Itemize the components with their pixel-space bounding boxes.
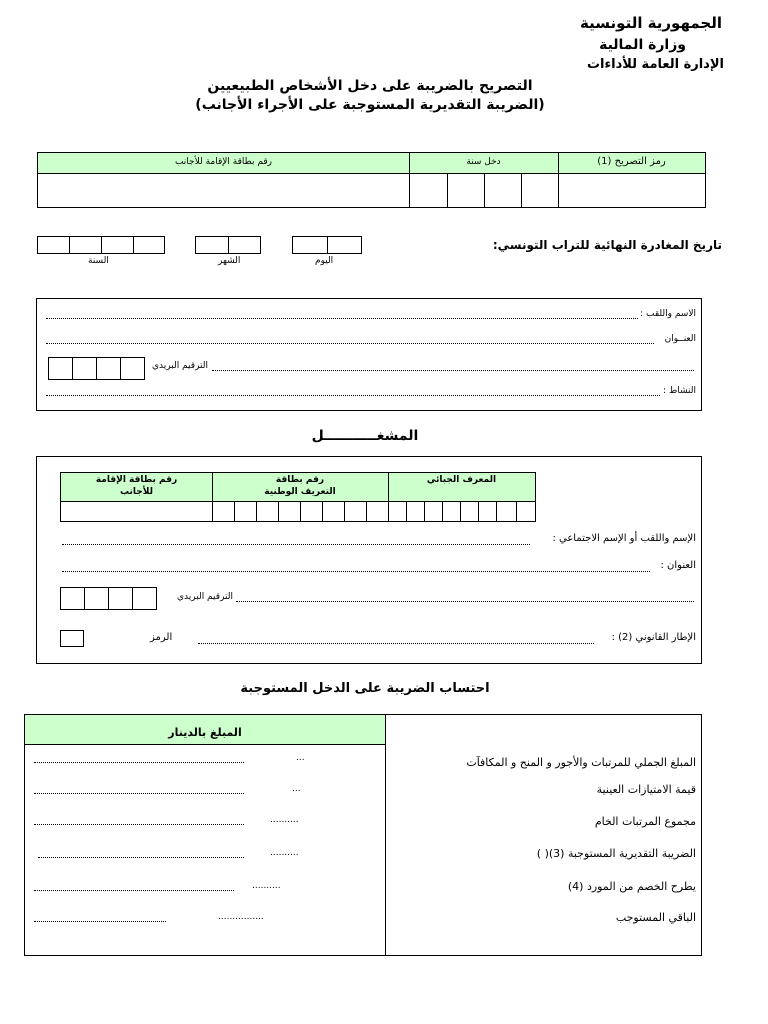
calc-row-amount[interactable] bbox=[34, 762, 244, 763]
form-title: التصريح بالضريبة على دخل الأشخاص الطبيعيين bbox=[207, 78, 533, 94]
tax-id-col: المعرف الجبائي bbox=[426, 475, 497, 485]
employer-id-table bbox=[60, 472, 536, 522]
calc-row-label: الضريبة التقديرية المستوجبة (3)( ) bbox=[536, 847, 696, 860]
calc-row-mark: ... bbox=[296, 753, 305, 763]
year-label: السنة bbox=[88, 256, 109, 266]
calc-row-label: قيمة الامتيازات العينية bbox=[596, 783, 696, 796]
residence-card-col-line1: رقم بطاقة الإقامة bbox=[95, 475, 178, 485]
calc-row-amount[interactable] bbox=[34, 824, 244, 825]
taxpayer-postal-dots[interactable] bbox=[212, 370, 694, 371]
income-year-header: دخل سنة bbox=[466, 157, 501, 167]
employer-national-id-input[interactable] bbox=[213, 502, 387, 521]
employer-postal-label: الترقيم البريدي bbox=[177, 592, 233, 602]
calc-row-mark: ................ bbox=[218, 912, 264, 922]
taxpayer-activity-field[interactable] bbox=[46, 395, 660, 396]
form-subtitle: (الضريبة التقديرية المستوجبة على الأجراء الأجانب) bbox=[195, 97, 545, 113]
employer-tax-id-input[interactable] bbox=[389, 502, 535, 521]
declaration-code-input[interactable] bbox=[559, 174, 705, 207]
taxpayer-postal-label: الترقيم البريدي bbox=[152, 361, 208, 371]
republic-title: الجمهورية التونسية bbox=[580, 14, 722, 32]
departure-date-label: تاريخ المغادرة النهائية للتراب التونسي: bbox=[492, 238, 722, 252]
income-year-input[interactable] bbox=[410, 174, 557, 207]
residence-card-header: رقم بطاقة الإقامة للأجانب bbox=[174, 157, 273, 167]
calc-row-amount[interactable] bbox=[34, 921, 166, 922]
calc-row-label: مجموع المرتبات الخام bbox=[594, 815, 696, 828]
calc-row-mark: .......... bbox=[270, 848, 299, 858]
taxpayer-address-label: العنــوان bbox=[664, 334, 696, 344]
calc-row-mark: .......... bbox=[252, 881, 281, 891]
calc-row-amount[interactable] bbox=[34, 890, 234, 891]
national-id-col-line2: التعريف الوطنية bbox=[264, 487, 336, 497]
calc-row-label: يطرح الخصم من المورد (4) bbox=[567, 880, 696, 893]
taxpayer-address-field[interactable] bbox=[46, 343, 654, 344]
employer-postal-dots[interactable] bbox=[236, 601, 694, 602]
employer-residence-input[interactable] bbox=[61, 502, 211, 521]
employer-address-label: العنوان : bbox=[660, 560, 696, 571]
employer-name-label: الإسم واللقب أو الإسم الاجتماعي : bbox=[552, 533, 696, 544]
employer-legal-field[interactable] bbox=[198, 643, 594, 644]
taxpayer-name-field[interactable] bbox=[46, 318, 638, 319]
ministry-title: وزارة المالية bbox=[599, 37, 686, 53]
calculation-section-title: احتساب الضريبة على الدخل المستوجبة bbox=[240, 681, 490, 696]
amount-header: المبلغ بالدينار bbox=[168, 726, 242, 739]
employer-address-field[interactable] bbox=[62, 571, 650, 572]
month-label: الشهر bbox=[218, 256, 241, 266]
calc-row-amount[interactable] bbox=[34, 793, 244, 794]
directorate-title: الإدارة العامة للأداءات bbox=[586, 57, 724, 72]
employer-code-input[interactable] bbox=[60, 630, 84, 647]
calculation-table bbox=[24, 714, 702, 956]
day-label: اليوم bbox=[315, 256, 334, 266]
taxpayer-activity-label: النشاط : bbox=[663, 386, 696, 396]
calc-row-label: المبلغ الجملي للمرتبات والأجور و المنح و المكافآت bbox=[466, 756, 696, 769]
calc-row-mark: .......... bbox=[270, 815, 299, 825]
employer-legal-label: الإطار القانوني (2) : bbox=[611, 632, 696, 643]
residence-card-input[interactable] bbox=[38, 174, 408, 207]
declaration-code-header: رمز التصريح (1) bbox=[597, 156, 666, 167]
residence-card-col-line2: للأجانب bbox=[120, 487, 153, 497]
calc-row-mark: ... bbox=[292, 784, 301, 794]
calc-row-label: الباقي المستوجب bbox=[615, 911, 696, 924]
national-id-col-line1: رقم بطاقة bbox=[275, 475, 325, 485]
calc-row-amount[interactable] bbox=[38, 857, 244, 858]
employer-code-label: الرمز bbox=[150, 632, 173, 643]
employer-name-field[interactable] bbox=[62, 544, 530, 545]
declaration-table bbox=[37, 152, 706, 208]
taxpayer-name-label: الاسم واللقب : bbox=[640, 309, 696, 319]
employer-section-title: المشغـــــــــــل bbox=[311, 428, 419, 444]
